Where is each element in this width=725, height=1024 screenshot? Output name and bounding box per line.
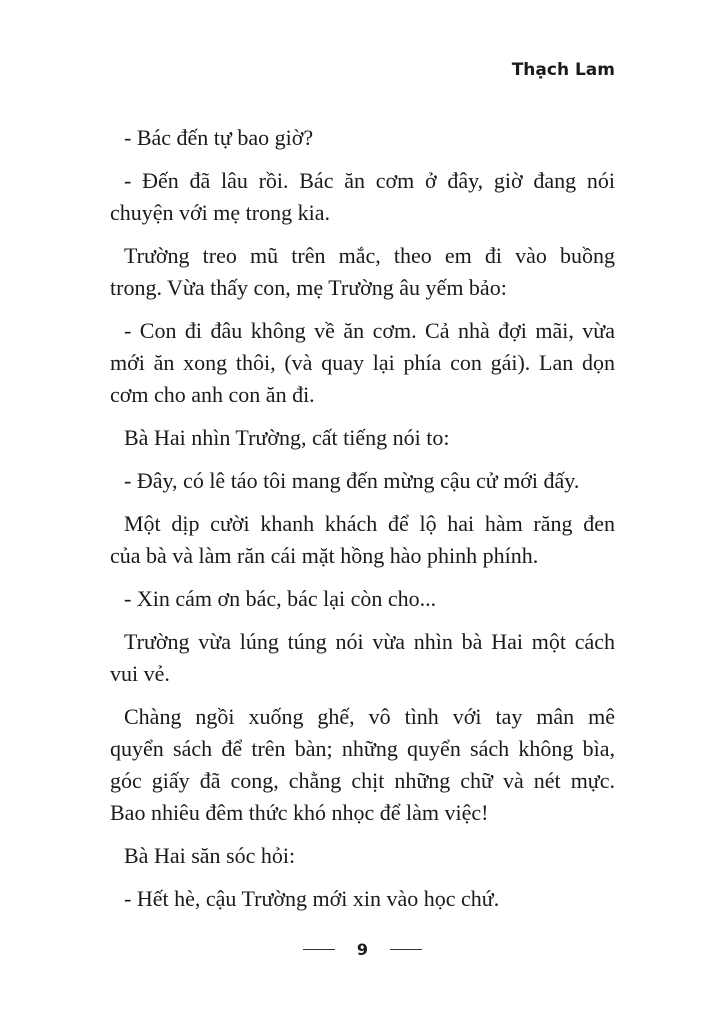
paragraph [110, 883, 615, 915]
text-line: Chàng ngồi xuống ghế, vô tình với tay mân mê [124, 704, 615, 729]
footer-rule-left [303, 949, 335, 950]
paragraph [110, 165, 615, 229]
paragraph [110, 840, 615, 872]
text-line: mới ăn xong thôi, (và quay lại phía con gái). Lan dọn [110, 350, 615, 375]
text-line: của bà và làm răn cái mặt hồng hào phinh phính. [110, 543, 539, 568]
text-line: Trường treo mũ trên mắc, theo em đi vào buồng [124, 243, 615, 268]
footer-rule-right [390, 949, 422, 950]
text-line: Bà Hai nhìn Trường, cất tiếng nói to: [124, 425, 450, 450]
paragraph [110, 315, 615, 411]
paragraph [110, 422, 615, 454]
running-header-author: Thạch Lam [511, 60, 615, 80]
text-line: quyển sách để trên bàn; những quyển sách không bìa, [110, 736, 615, 761]
text-line: - Đây, có lê táo tôi mang đến mừng cậu cử mới đấy. [124, 468, 580, 493]
paragraph [110, 583, 615, 615]
text-line: chuyện với mẹ trong kia. [110, 200, 330, 225]
paragraph [110, 626, 615, 690]
text-line: - Con đi đâu không về ăn cơm. Cả nhà đợi mãi, vừa [124, 318, 615, 343]
text-line: Bao nhiêu đêm thức khó nhọc để làm việc! [110, 800, 489, 825]
page-footer [0, 940, 725, 959]
text-line: trong. Vừa thấy con, mẹ Trường âu yếm bảo: [110, 275, 507, 300]
paragraph [110, 122, 615, 154]
paragraph [110, 508, 615, 572]
paragraph [110, 465, 615, 497]
page-number: 9 [356, 940, 369, 959]
page-body [110, 122, 615, 926]
text-line: cơm cho anh con ăn đi. [110, 382, 315, 407]
paragraph [110, 240, 615, 304]
text-line: - Đến đã lâu rồi. Bác ăn cơm ở đây, giờ đang nói [124, 168, 615, 193]
text-line: Bà Hai săn sóc hỏi: [124, 843, 296, 868]
text-line: - Xin cám ơn bác, bác lại còn cho... [124, 586, 437, 611]
text-line: Một dịp cười khanh khách để lộ hai hàm răng đen [124, 511, 615, 536]
text-line: vui vẻ. [110, 661, 170, 686]
text-line: - Bác đến tự bao giờ? [124, 125, 314, 150]
text-line: Trường vừa lúng túng nói vừa nhìn bà Hai một cách [124, 629, 615, 654]
text-line: góc giấy đã cong, chằng chịt những chữ và nét mực. [110, 768, 615, 793]
paragraph [110, 701, 615, 829]
text-line: - Hết hè, cậu Trường mới xin vào học chứ. [124, 886, 500, 911]
